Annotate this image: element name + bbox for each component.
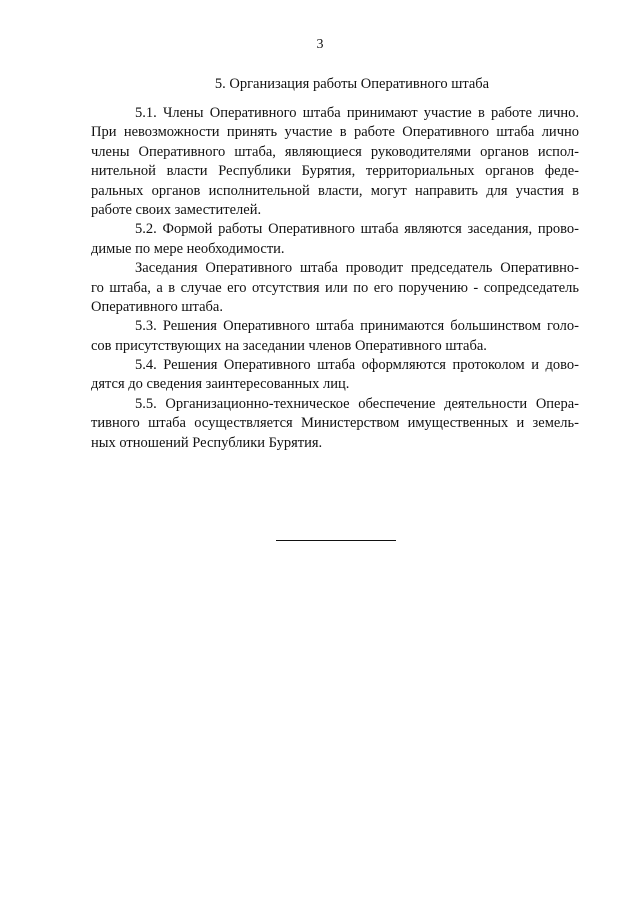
text-line: 5.4. Решения Оперативного штаба оформляются протоколом и дово- — [135, 357, 579, 374]
paragraph-5-3 — [91, 317, 579, 356]
text-line: члены Оперативного штаба, являющиеся руководителями органов испол- — [91, 143, 579, 160]
text-line: При невозможности принять участие в работе Оперативного штаба лично — [91, 124, 579, 141]
section-title: 5. Организация работы Оперативного штаба — [214, 76, 490, 92]
text-line: 5.5. Организационно-техническое обеспечение деятельности Опера- — [135, 395, 579, 412]
page-number: 3 — [316, 37, 324, 52]
text-line: 5.3. Решения Оперативного штаба принимаются большинством голо- — [135, 318, 579, 335]
text-line: нительной власти Республики Бурятия, территориальных органов феде- — [91, 163, 579, 180]
text-line: ральных органов исполнительной власти, могут направить для участия в — [91, 182, 579, 199]
document-body — [91, 104, 579, 453]
text-line: 5.2. Формой работы Оперативного штаба являются заседания, прово- — [135, 221, 579, 238]
paragraph-5-5 — [91, 395, 579, 453]
paragraph-meetings — [91, 259, 579, 317]
text-line: работе своих заместителей. — [91, 201, 262, 218]
text-line: ных отношений Республики Бурятия. — [91, 434, 323, 451]
text-line: 5.1. Члены Оперативного штаба принимают участие в работе лично. — [135, 105, 579, 121]
text-line: го штаба, а в случае его отсутствия или по его поручению - сопредседатель — [91, 279, 579, 296]
text-line: тивного штаба осуществляется Министерством имущественных и земель- — [91, 415, 579, 432]
paragraph-5-4 — [91, 356, 579, 395]
paragraph-5-2 — [91, 220, 579, 259]
text-line: сов присутствующих на заседании членов Оперативного штаба. — [91, 337, 487, 354]
text-line: дятся до сведения заинтересованных лиц. — [91, 376, 350, 393]
end-divider-line — [276, 540, 396, 541]
text-line: Оперативного штаба. — [91, 298, 223, 315]
text-line: димые по мере необходимости. — [91, 240, 285, 257]
paragraph-5-1 — [91, 104, 579, 220]
text-line: Заседания Оперативного штаба проводит председатель Оперативно- — [135, 260, 579, 277]
